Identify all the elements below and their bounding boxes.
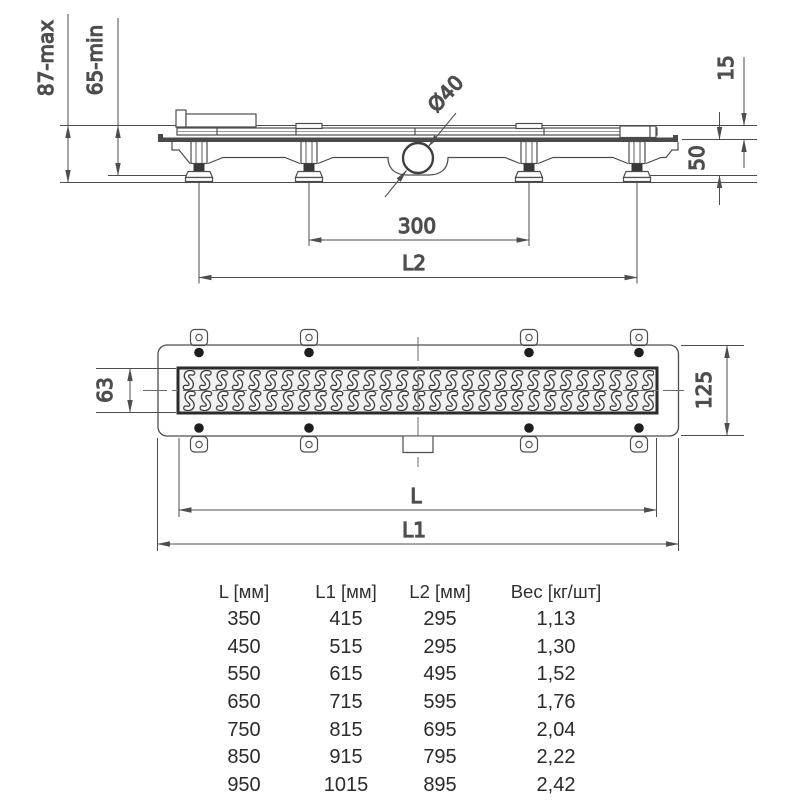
dim-flange-length: L1 <box>402 518 426 542</box>
dim-leg-span: L2 <box>402 251 426 275</box>
dim-grate-width: 63 <box>93 377 117 403</box>
dim-height-min: 65-min <box>83 24 107 96</box>
table-cell: 950 <box>227 774 261 797</box>
leg-2 <box>296 142 323 182</box>
table-cell: 615 <box>329 663 363 686</box>
table-cell: 815 <box>329 718 363 741</box>
table-cell: 495 <box>423 663 457 686</box>
dim-body-depth: 50 <box>685 145 709 171</box>
dim-edge-height: 15 <box>714 55 738 81</box>
dim-outlet-diameter: Ø40 <box>422 70 469 117</box>
table-cell: 1,13 <box>536 608 576 631</box>
dim-height-max: 87-max <box>34 19 58 97</box>
table-cell: 650 <box>227 691 261 714</box>
table-cell: 1,52 <box>536 663 576 686</box>
table-cell: 1,30 <box>536 635 576 658</box>
table-cell: 2,04 <box>536 718 576 741</box>
top-view <box>93 330 744 552</box>
table-header-l2: L2 [мм] <box>409 580 471 602</box>
table-cell: 350 <box>227 608 261 631</box>
side-view <box>34 14 757 284</box>
drain-outlet-circle <box>403 143 433 173</box>
table-cell: 515 <box>329 635 363 658</box>
table-cell: 1,76 <box>536 691 576 714</box>
dim-channel-length: L <box>410 484 422 508</box>
size-table <box>188 578 624 800</box>
leg-3 <box>516 142 543 182</box>
left-end-housing <box>176 110 256 127</box>
table-cell: 695 <box>423 718 457 741</box>
table-cell: 550 <box>227 663 261 686</box>
table-cell: 715 <box>329 691 363 714</box>
dim-flange-width: 125 <box>692 370 716 410</box>
leg-4 <box>624 142 651 182</box>
leg-1 <box>186 142 213 182</box>
table-cell: 895 <box>423 774 457 797</box>
table-cell: 2,22 <box>536 746 576 769</box>
table-cell: 295 <box>423 608 457 631</box>
table-cell: 595 <box>423 691 457 714</box>
table-cell: 850 <box>227 746 261 769</box>
table-cell: 795 <box>423 746 457 769</box>
table-cell: 415 <box>329 608 363 631</box>
table-cell: 915 <box>329 746 363 769</box>
table-cell: 1015 <box>323 774 369 797</box>
table-header-l: L [мм] <box>218 580 270 602</box>
table-cell: 2,42 <box>536 774 576 797</box>
table-cell: 750 <box>227 718 261 741</box>
table-cell: 450 <box>227 635 261 658</box>
table-header-weight: Вес [кг/шт] <box>510 580 602 602</box>
table-header-l1: L1 [мм] <box>315 580 377 602</box>
table-cell: 295 <box>423 635 457 658</box>
dim-outlet-spacing: 300 <box>397 214 437 238</box>
outlet-stub <box>403 437 433 453</box>
